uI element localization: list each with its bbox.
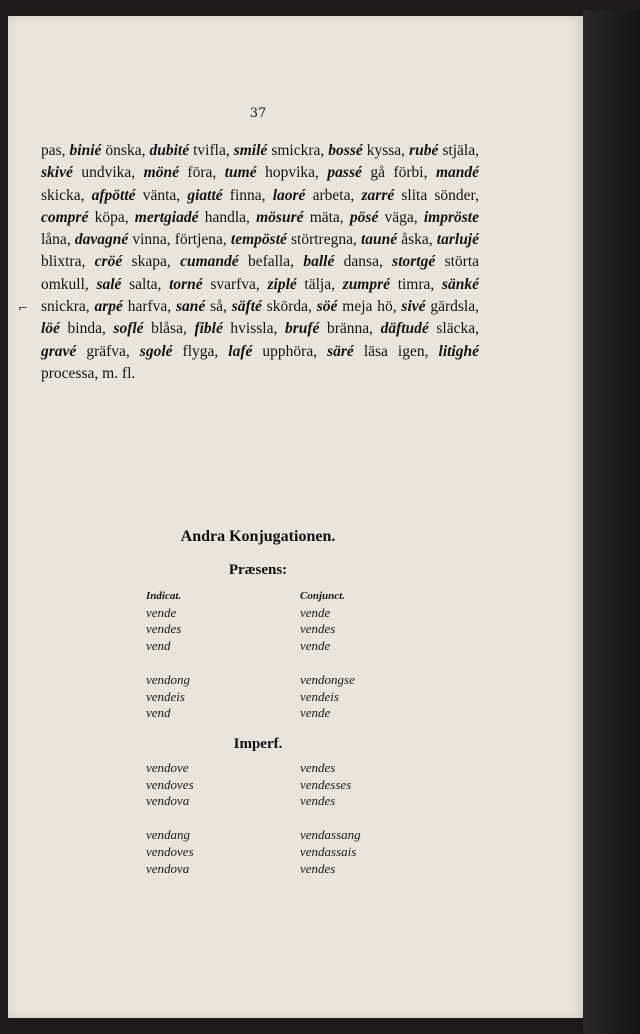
verb-form: mösuré bbox=[256, 208, 304, 226]
verb-form: pösé bbox=[349, 208, 379, 226]
imperfect-label: Imperf. bbox=[233, 736, 283, 752]
gloss-text: upphöra, bbox=[252, 342, 328, 360]
gloss-text: timra, bbox=[390, 275, 442, 293]
gloss-text: tvifla, bbox=[189, 142, 234, 159]
verb-form: stortgé bbox=[392, 253, 436, 271]
gloss-text: vinna, förtjena, bbox=[128, 231, 231, 249]
vocabulary-paragraph bbox=[41, 140, 479, 385]
verb-form: bossé bbox=[328, 142, 363, 159]
conjugation-form: vendesses bbox=[300, 776, 352, 792]
gloss-text: gärdsla, bbox=[425, 298, 479, 316]
conjugation-form: vende bbox=[300, 705, 331, 721]
gloss-text: önska, bbox=[101, 142, 150, 159]
verb-form: säfté bbox=[231, 298, 262, 316]
verb-form: möné bbox=[143, 164, 179, 182]
gloss-text: undvika, bbox=[72, 164, 144, 182]
imperfect-conjunctive-column bbox=[300, 760, 361, 877]
gloss-text: släcka, bbox=[428, 320, 479, 338]
gloss-text: tälja, bbox=[296, 275, 343, 293]
conjugation-form: vendeis bbox=[146, 688, 185, 704]
gloss-text: störta omkull, bbox=[41, 253, 480, 293]
verb-form: laoré bbox=[272, 186, 306, 204]
gloss-text: bränna, bbox=[319, 320, 381, 338]
verb-form: zarré bbox=[361, 186, 395, 204]
gloss-text: skicka, bbox=[41, 186, 92, 204]
gloss-text: arbeta, bbox=[305, 186, 362, 204]
gloss-text: störtregna, bbox=[286, 231, 361, 249]
gloss-text: kyssa, bbox=[362, 142, 410, 159]
verb-form: däftudé bbox=[380, 320, 429, 338]
conjugation-form: vendoves bbox=[146, 843, 194, 859]
gloss-text: läsa igen, bbox=[353, 342, 439, 360]
verb-form: ziplé bbox=[267, 275, 297, 293]
conjugation-form: vende bbox=[146, 604, 177, 620]
verb-form: gravé bbox=[41, 342, 77, 360]
conjugation-form: vendongse bbox=[300, 671, 355, 687]
gloss-text: föra, bbox=[178, 164, 225, 182]
verb-form: soflé bbox=[113, 320, 144, 338]
verb-form: sivé bbox=[401, 298, 426, 316]
verb-form: skivé bbox=[41, 164, 73, 182]
gloss-text: så, bbox=[205, 298, 232, 316]
gloss-text: mäta, bbox=[303, 208, 350, 226]
conjunctive-header: Conjunct. bbox=[300, 590, 345, 602]
conjugation-form: vendove bbox=[146, 760, 189, 775]
gloss-text: finna, bbox=[222, 186, 273, 204]
verb-form: mertgiadé bbox=[134, 208, 199, 226]
gloss-text: pas, bbox=[41, 142, 70, 159]
conjugation-form: vendong bbox=[146, 671, 191, 687]
verb-form: litighé bbox=[438, 342, 479, 360]
verb-form: compré bbox=[41, 208, 89, 226]
page-number: 37 bbox=[249, 106, 267, 121]
conjugation-form: vendes bbox=[300, 860, 336, 876]
verb-form: rubé bbox=[409, 142, 439, 159]
verb-form: torné bbox=[169, 275, 203, 293]
conjugation-form: vendes bbox=[300, 760, 336, 775]
verb-form: afpötté bbox=[91, 186, 136, 204]
gloss-text: köpa, bbox=[88, 208, 135, 226]
gloss-text: handla, bbox=[198, 208, 257, 226]
conjugation-form: vendes bbox=[146, 621, 182, 637]
verb-form: zumpré bbox=[342, 275, 391, 293]
verb-form: fiblé bbox=[194, 320, 223, 338]
conjugation-form: vendes bbox=[300, 793, 336, 809]
gloss-text: harfva, bbox=[122, 298, 177, 316]
conjugation-form: vendang bbox=[146, 827, 191, 843]
verb-form: davagné bbox=[74, 231, 129, 249]
verb-form: tauné bbox=[360, 231, 398, 249]
verb-form: cröé bbox=[94, 253, 123, 271]
gloss-text: låna, bbox=[41, 231, 75, 249]
scan-edge bbox=[583, 10, 640, 1034]
conjugation-form: vende bbox=[300, 604, 331, 620]
conjugation-form: vendoves bbox=[146, 776, 194, 792]
praesens-conjunctive-column bbox=[300, 588, 355, 722]
gloss-text: dansa, bbox=[334, 253, 393, 271]
gloss-text: åska, bbox=[397, 231, 437, 249]
gloss-text: vänta, bbox=[135, 186, 188, 204]
verb-form: sgolé bbox=[139, 342, 173, 360]
imperfect-indicative-column bbox=[146, 760, 194, 877]
gloss-text: salta, bbox=[121, 275, 170, 293]
verb-form: säré bbox=[327, 342, 354, 360]
verb-form: tarlujé bbox=[436, 231, 479, 249]
margin-mark: ⌐ bbox=[18, 301, 29, 315]
verb-form: tempösté bbox=[230, 231, 287, 249]
gloss-text: smickra, bbox=[267, 142, 329, 159]
verb-form: cumandé bbox=[180, 253, 239, 271]
page-sheet bbox=[8, 16, 583, 1018]
verb-form: giatté bbox=[187, 186, 223, 204]
section-title: Andra Konjugationen. bbox=[180, 528, 336, 545]
gloss-text: stjäla, bbox=[438, 142, 479, 159]
conjugation-form: vendeis bbox=[300, 688, 339, 704]
conjugation-form: vendova bbox=[146, 793, 190, 809]
gloss-text: blåsa, bbox=[143, 320, 195, 338]
verb-form: arpé bbox=[94, 298, 123, 316]
verb-form: tumé bbox=[224, 164, 257, 182]
verb-form: sänké bbox=[441, 275, 479, 293]
verb-form: binié bbox=[69, 142, 102, 159]
praesens-indicative-column bbox=[146, 588, 190, 722]
gloss-text: meja hö, bbox=[337, 298, 402, 316]
gloss-text: gräfva, bbox=[76, 342, 140, 360]
conjugation-form: vende bbox=[300, 638, 331, 654]
conjugation-form: vendassais bbox=[300, 843, 357, 859]
conjugation-form: vendassang bbox=[300, 827, 361, 843]
gloss-text: väga, bbox=[378, 208, 424, 226]
gloss-text: processa, m. fl. bbox=[41, 364, 136, 382]
conjugation-form: vend bbox=[146, 705, 171, 721]
gloss-text: skapa, bbox=[122, 253, 181, 271]
verb-form: lafé bbox=[228, 342, 253, 360]
verb-form: salé bbox=[96, 275, 122, 293]
gloss-text: hvissla, bbox=[222, 320, 285, 338]
conjugation-form: vendova bbox=[146, 860, 190, 876]
gloss-text: slita sönder, bbox=[394, 186, 479, 204]
verb-form: sané bbox=[176, 298, 206, 316]
verb-form: brufé bbox=[284, 320, 320, 338]
verb-form: passé bbox=[327, 164, 362, 182]
gloss-text: befalla, bbox=[238, 253, 304, 271]
indicative-header: Indicat. bbox=[146, 590, 182, 602]
verb-form: smilé bbox=[233, 142, 268, 159]
verb-form: ballé bbox=[303, 253, 335, 271]
gloss-text: binda, bbox=[59, 320, 114, 338]
verb-form: söé bbox=[316, 298, 338, 316]
conjugation-form: vend bbox=[146, 638, 171, 654]
gloss-text: gå förbi, bbox=[361, 164, 436, 182]
gloss-text: blixtra, bbox=[41, 253, 95, 271]
verb-form: mandé bbox=[435, 164, 480, 182]
gloss-text: skörda, bbox=[261, 298, 317, 316]
praesens-label: Præsens: bbox=[228, 562, 288, 578]
verb-form: dubité bbox=[149, 142, 190, 159]
conjugation-form: vendes bbox=[300, 621, 336, 637]
gloss-text: svarfva, bbox=[202, 275, 268, 293]
gloss-text: flyga, bbox=[172, 342, 229, 360]
gloss-text: snickra, bbox=[41, 298, 95, 316]
gloss-text: hopvika, bbox=[256, 164, 328, 182]
verb-form: impröste bbox=[423, 208, 479, 226]
verb-form: löé bbox=[41, 320, 60, 338]
